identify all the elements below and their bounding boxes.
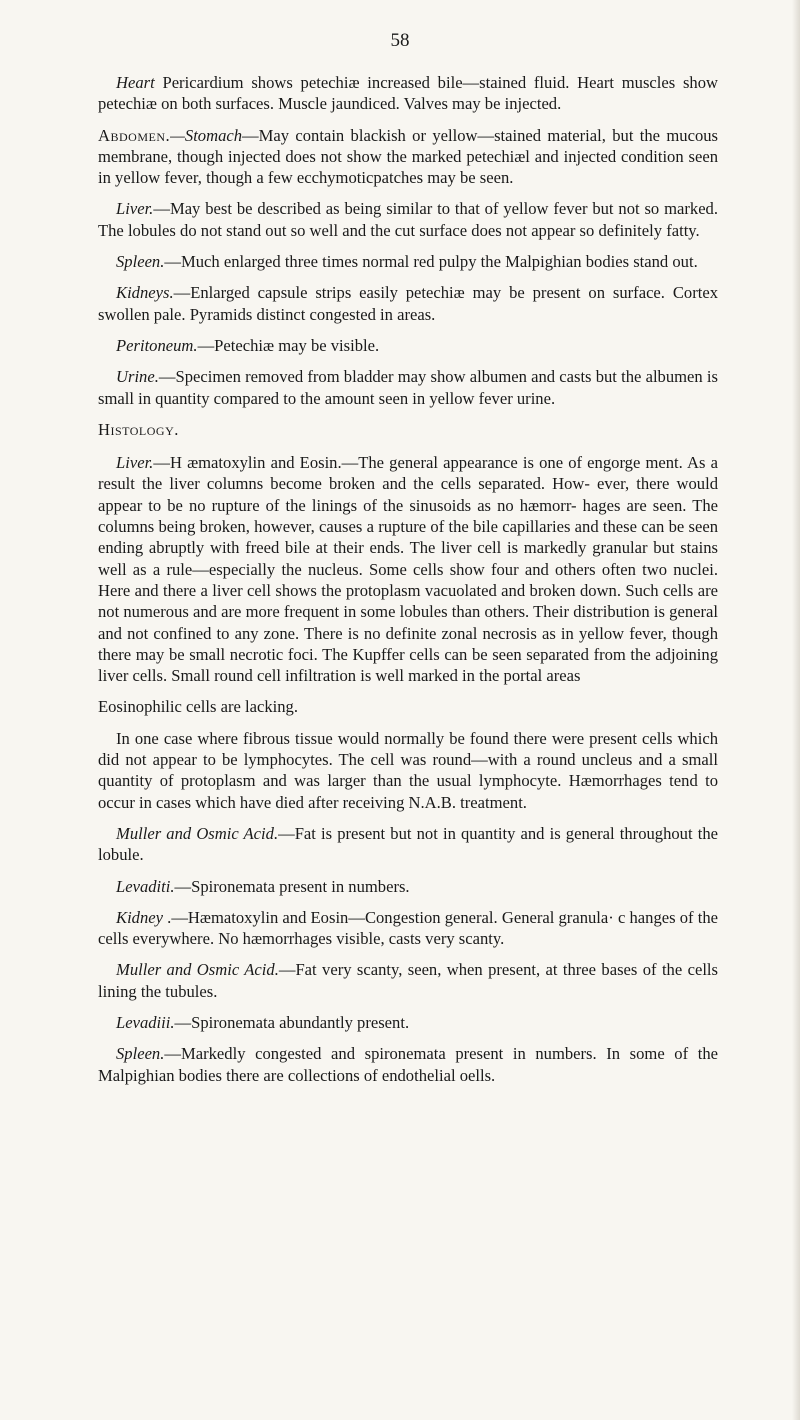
peritoneum-heading: Peritoneum. — [116, 335, 198, 355]
muller-kidney-text: —Fat very scanty, seen, when present, at three bases of the cells lining the tubules. — [98, 960, 719, 1001]
kidneys-text: —Enlarged capsule strips easily petechiæ may be present on surface. Cortex swollen pale. Pyramids distinct congested in areas. — [98, 283, 718, 324]
heart-text: Pericardium shows petechiæ increased bile—stained fluid. Heart muscles show petechiæ on both surfaces. Muscle jaundiced. Valves may be injected. — [98, 73, 718, 114]
levaditi-kidney-text: —Spironemata abundantly present. — [174, 1012, 410, 1032]
paragraph-spleen-histology — [98, 1043, 718, 1086]
paragraph-liver — [98, 198, 718, 241]
paragraph-levaditi-kidney — [98, 1012, 718, 1033]
spleen-histology-heading: Spleen. — [116, 1044, 165, 1064]
paragraph-muller-kidney — [98, 959, 718, 1002]
levaditi-liver-heading: Levaditi. — [116, 876, 175, 896]
paragraph-abdomen — [98, 125, 718, 189]
stomach-heading: —Stomach — [170, 125, 243, 145]
page-body — [98, 72, 718, 1096]
kidneys-heading: Kidneys. — [116, 283, 174, 303]
paragraph-eosinophilic: Eosinophilic cells are lacking. — [98, 697, 298, 717]
muller-kidney-heading: Muller and Osmic Acid. — [116, 960, 279, 980]
abdomen-heading: Abdomen. — [98, 125, 171, 145]
levaditi-liver-text: —Spironemata present in numbers. — [174, 876, 410, 896]
histology-liver-heading: Liver. — [116, 453, 154, 473]
muller-liver-heading: Muller and Osmic Acid. — [116, 823, 279, 843]
paragraph-kidney — [98, 907, 718, 950]
peritoneum-text: —Petechiæ may be visible. — [197, 335, 380, 355]
heart-heading: Heart — [116, 73, 155, 92]
liver-text: —May best be described as being similar to that of yellow fever but not so marked. The lobules do not stand out so well and the cut surface does not appear so definitely fatty. — [98, 199, 718, 240]
histology-liver-text: —H æmatoxylin and Eosin.—The general appearance is one of engorge ment. As a result the liver columns become broken and the cells separated. How- ever, there would appear to be no rupture of the linings of the sinusoids as no hæmorr- hages are seen. The columns being broken, however, causes a rupture of the bile capillaries and these can be seen ending abruptly with freed bile at their ends. The liver cell is markedly granular but stains well as a rule—especially the nucleus. Some cells show four and others often two nuclei. Here and there a liver cell shows the protoplasm vacuolated and broken down. Such cells are not numerous and are more frequent in some lobules than others. Their distribution is general and not confined to any zone. There is no definite zonal necrosis as in yellow fever, though there may be small necrotic foci. The Kupffer cells can be seen separated from the adjoining liver cells. Small round cell infiltration is well marked in the portal areas — [98, 453, 718, 686]
kidney-text: .—Hæmatoxylin and Eosin—Congestion general. General granula· c hanges of the cells everywhere. No hæmorrhages visible, casts very scanty. — [98, 907, 718, 949]
histology-heading: Histology. — [98, 419, 179, 439]
urine-text: —Specimen removed from bladder may show albumen and casts but the albumen is small in quantity compared to the amount seen in yellow fever urine. — [98, 367, 718, 408]
paragraph-fibrous: In one case where fibrous tissue would normally be found there were present cells which did not appear to be lymphocytes. The cell was round—with a round uncleus and a small quantity of protoplasm and was larger than the usual lymphocyte. Hæmorrhages tend to occur in cases which have died after receiving N.A.B. treatment. — [98, 728, 718, 812]
paragraph-muller-liver — [98, 823, 718, 866]
paragraph-levaditi-liver — [98, 876, 718, 897]
levaditi-kidney-heading: Levadiii. — [116, 1012, 175, 1032]
paragraph-urine — [98, 366, 718, 409]
paragraph-heart — [98, 72, 718, 115]
page-number: 58 — [390, 30, 410, 51]
page-edge-shadow — [792, 0, 800, 1420]
paragraph-histology-liver — [98, 452, 718, 686]
paragraph-spleen — [98, 251, 718, 272]
paragraph-peritoneum — [98, 335, 718, 356]
kidney-heading: Kidney — [116, 907, 164, 927]
abdomen-text: —May contain blackish or yellow—stained material, but the mucous membrane, though injected does not show the marked petechiæl and injected condition seen in yellow fever, though a few ecchymoticpatches may be seen. — [98, 125, 718, 188]
spleen-text: —Much enlarged three times normal red pulpy the Malpighian bodies stand out. — [164, 252, 698, 272]
spleen-heading: Spleen. — [116, 252, 165, 272]
spleen-histology-text: —Markedly congested and spironemata present in numbers. In some of the Malpighian bodies there are collections of endothelial oells. — [98, 1044, 718, 1085]
muller-liver-text: —Fat is present but not in quantity and is general throughout the lobule. — [98, 823, 718, 865]
urine-heading: Urine. — [116, 367, 159, 387]
liver-heading: Liver. — [116, 199, 154, 219]
paragraph-kidneys — [98, 282, 718, 325]
